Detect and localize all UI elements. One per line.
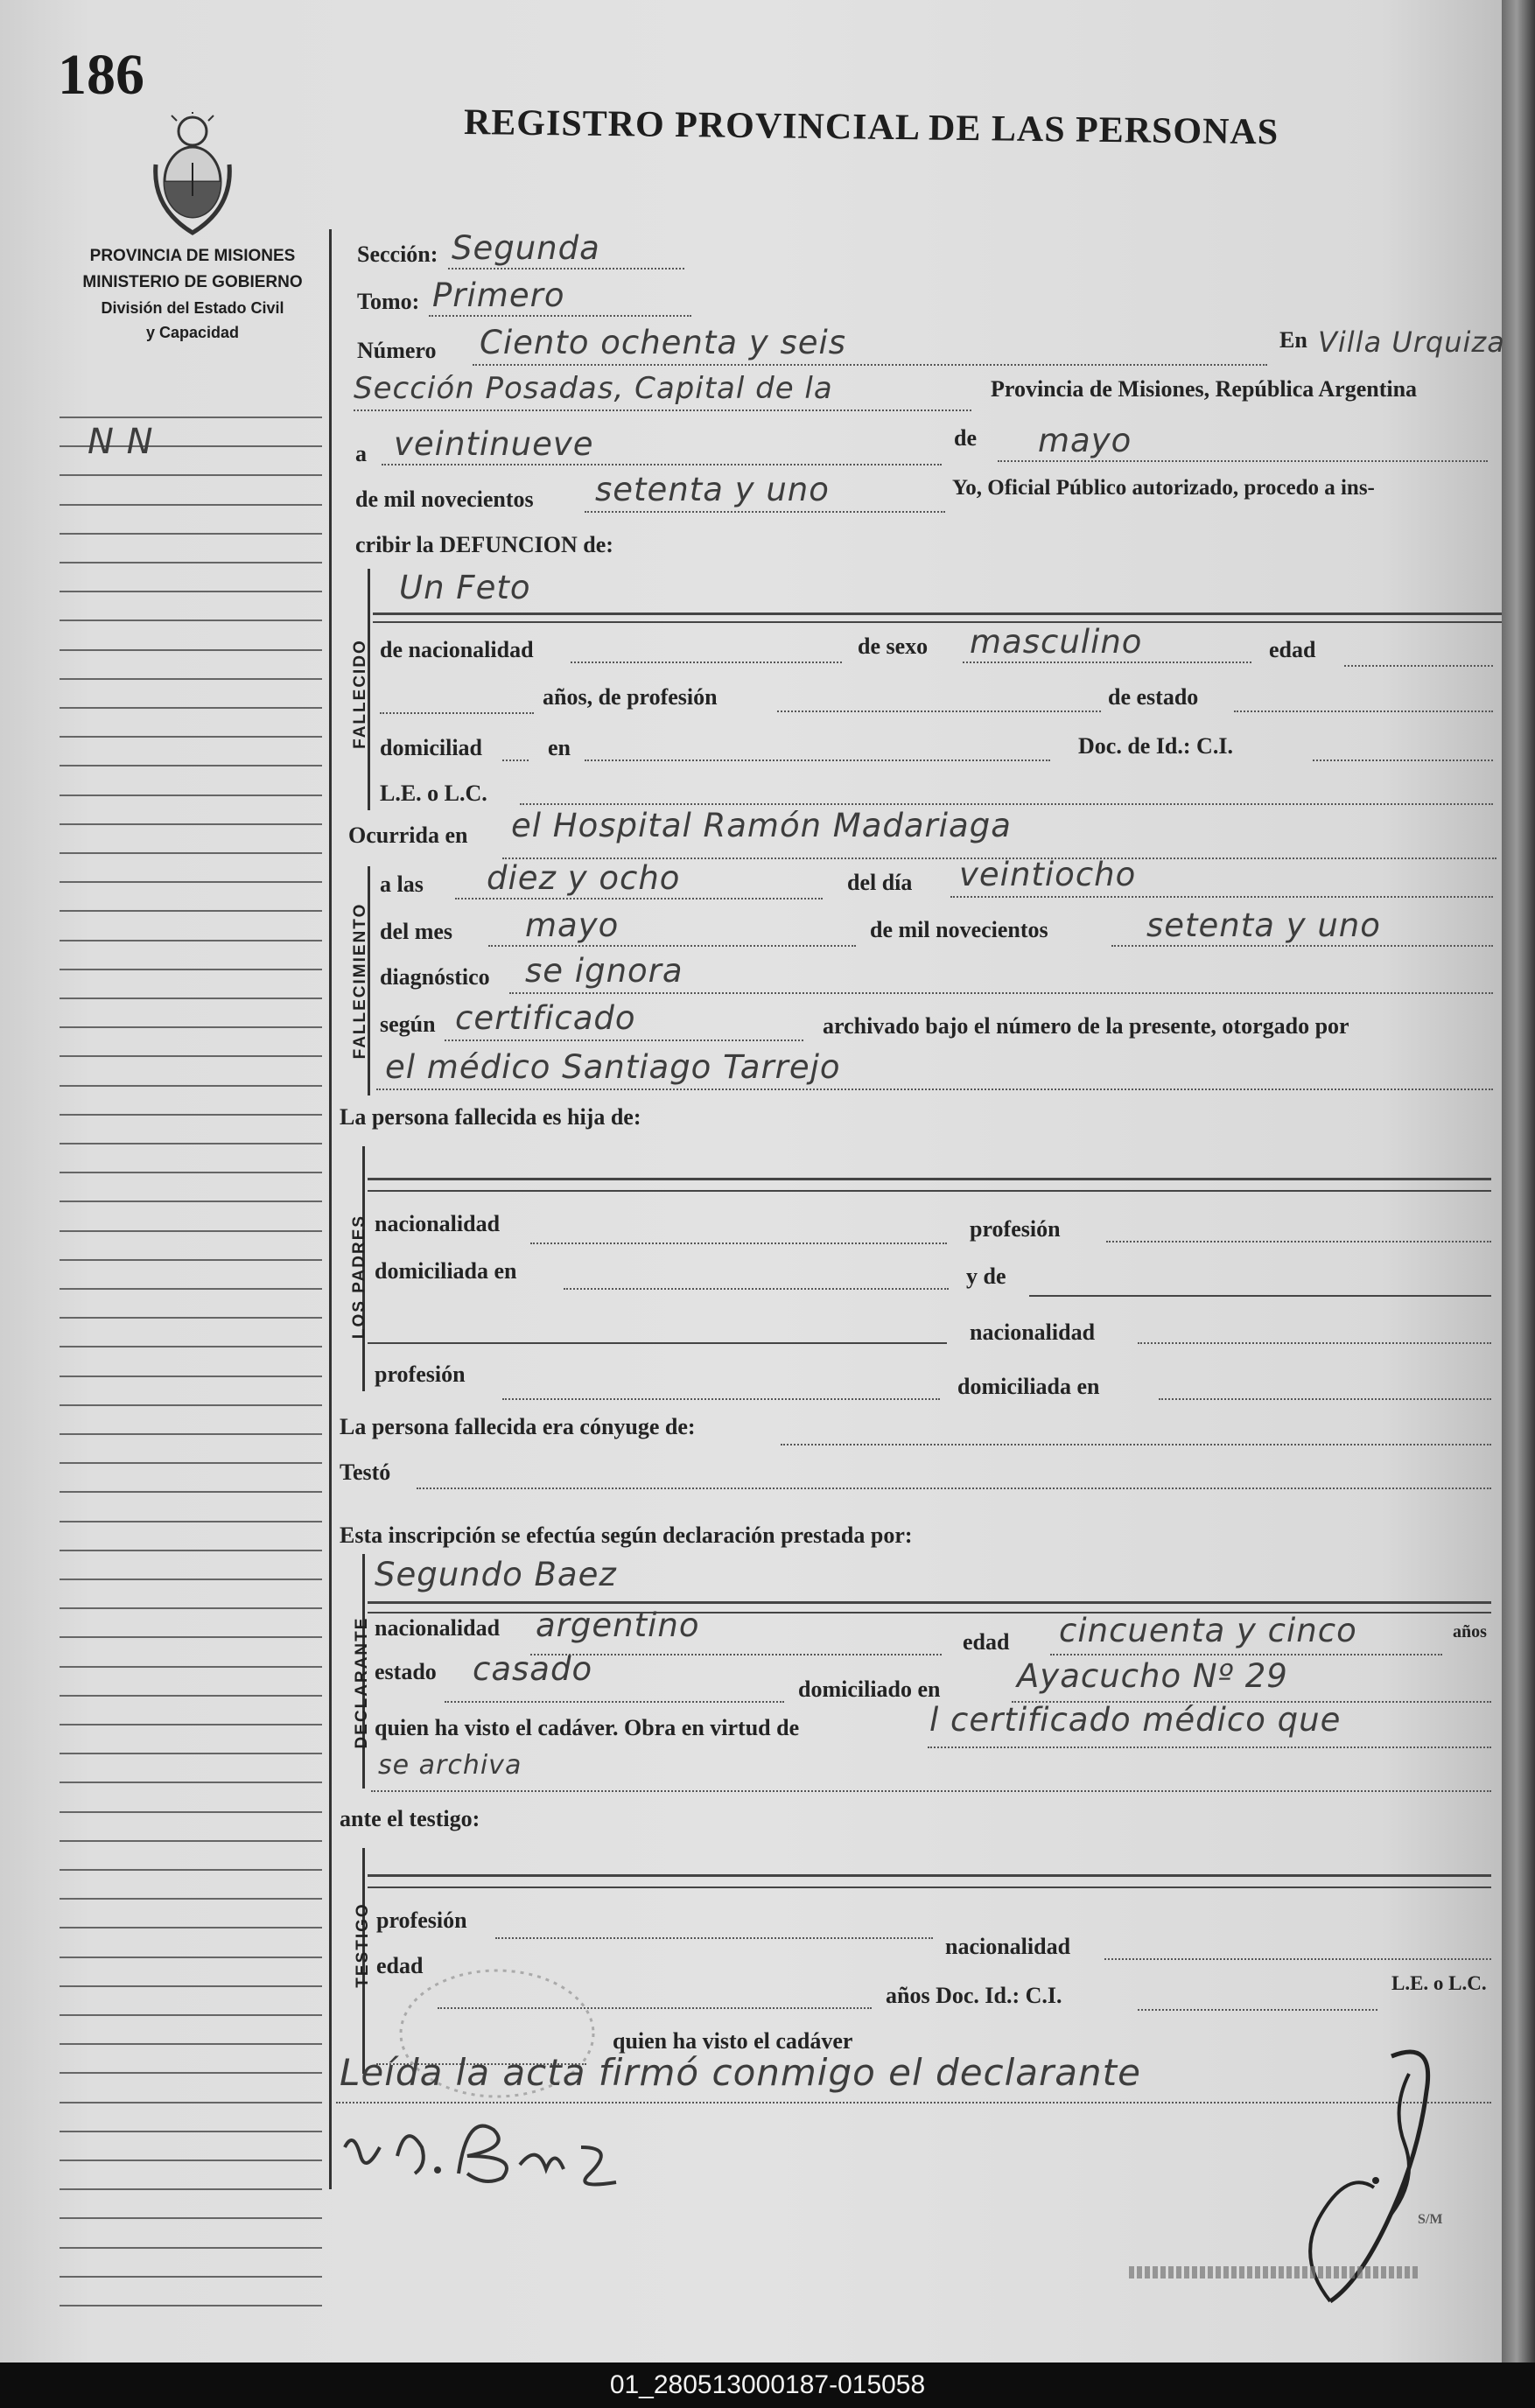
margin-rule-line xyxy=(60,1143,322,1144)
seccion-value: Segunda xyxy=(452,229,600,267)
diagnostico-value: se ignora xyxy=(525,952,683,990)
declarante-edad-value: cincuenta y cinco xyxy=(1059,1612,1357,1649)
declarante-name: Segundo Baez xyxy=(375,1556,617,1593)
margin-rule-line xyxy=(60,1376,322,1377)
mes-value: mayo xyxy=(525,906,620,944)
fallecido-domiciliad-label: domiciliad xyxy=(380,735,483,760)
tomo-label: Tomo: xyxy=(357,289,420,314)
declarante-edad-label: edad xyxy=(963,1629,1010,1655)
tomo-value: Primero xyxy=(432,276,565,314)
medico-value: el médico Santiago Tarrejo xyxy=(385,1048,841,1086)
margin-rule-line xyxy=(60,1607,322,1609)
declarante-signature-icon xyxy=(336,2095,704,2191)
margin-rule-line xyxy=(60,2188,322,2190)
margin-rule-line xyxy=(60,2217,322,2219)
margin-rule-line xyxy=(60,1811,322,1813)
margin-rule-line xyxy=(60,1521,322,1522)
margin-rule-line xyxy=(60,1666,322,1668)
margin-rule-line xyxy=(60,1230,322,1232)
de-label: de xyxy=(954,425,977,451)
inscripcion-text: Esta inscripción se efectúa según declaración prestada por: xyxy=(340,1522,913,1548)
fallecido-edad-label: edad xyxy=(1269,637,1316,662)
testigo-le-label: L.E. o L.C. xyxy=(1391,1972,1487,1994)
margin-rule-line xyxy=(60,707,322,709)
margin-rule-line xyxy=(60,736,322,738)
numero-label: Número xyxy=(357,338,437,363)
margin-rule-line xyxy=(60,1317,322,1319)
fallecido-section-label: FALLECIDO xyxy=(351,639,369,749)
padres-section-label: LOS PADRES xyxy=(350,1214,368,1340)
archivado-text: archivado bajo el número de la presente, otorgado por xyxy=(823,1013,1349,1039)
closing-text: Leída la acta firmó conmigo el declarante xyxy=(340,2051,1141,2094)
en-value: Villa Urquiza xyxy=(1318,326,1505,359)
margin-rule-line xyxy=(60,1869,322,1871)
testigo-edad-label: edad xyxy=(376,1953,424,1978)
margin-rule-line xyxy=(60,1026,322,1028)
form-left-border xyxy=(329,229,332,2189)
margin-rule-line xyxy=(60,998,322,999)
diagnostico-label: diagnóstico xyxy=(380,964,490,990)
padre-domiciliada-label: domiciliada en xyxy=(375,1258,517,1284)
fallecido-le-label: L.E. o L.C. xyxy=(380,780,487,806)
testo-label: Testó xyxy=(340,1460,391,1485)
page-title: REGISTRO PROVINCIAL DE LAS PERSONAS xyxy=(463,102,1279,153)
margin-rule-line xyxy=(60,1055,322,1057)
margin-rule-line xyxy=(60,794,322,796)
margin-rule-line xyxy=(60,562,322,564)
mil-label: de mil novecientos xyxy=(870,917,1048,942)
declarante-estado-value: casado xyxy=(473,1650,593,1688)
margin-rule-line xyxy=(60,533,322,535)
margin-rule-line xyxy=(60,416,322,418)
margin-rule-line xyxy=(60,2276,322,2278)
margin-rule-line xyxy=(60,1578,322,1580)
margin-rule-line xyxy=(60,591,322,592)
seccion-label: Sección: xyxy=(357,242,438,267)
declarante-domiciliado-value: Ayacucho Nº 29 xyxy=(1017,1657,1288,1695)
declarante-nacionalidad-value: argentino xyxy=(536,1606,700,1644)
anio-value: setenta y uno xyxy=(1146,906,1381,944)
segun-label: según xyxy=(380,1012,436,1037)
dia-label: del día xyxy=(847,870,913,895)
margin-rule-line xyxy=(60,1259,322,1261)
stamp-line xyxy=(1129,2266,1418,2278)
fallecido-name: Un Feto xyxy=(399,569,531,606)
book-binding xyxy=(1502,0,1535,2362)
fallecido-estado-label: de estado xyxy=(1108,684,1199,710)
declarante-section-label: DECLARANTE xyxy=(353,1616,371,1749)
margin-rule-line xyxy=(60,1114,322,1116)
office-capacity: y Capacidad xyxy=(145,324,240,341)
margin-rule-line xyxy=(60,1433,322,1435)
margin-rule-line xyxy=(60,765,322,766)
padre-nacionalidad-label: nacionalidad xyxy=(375,1211,501,1236)
margin-rule-line xyxy=(60,1346,322,1348)
margin-rule-line xyxy=(60,1898,322,1900)
fallecido-en-label: en xyxy=(548,735,571,760)
a-label: a xyxy=(355,441,367,466)
coat-of-arms-icon xyxy=(151,112,235,243)
margin-rule-line xyxy=(60,1550,322,1551)
margin-rule-line xyxy=(60,1753,322,1754)
declarante-obra-value2: se archiva xyxy=(378,1750,522,1781)
fallecimiento-section-label: FALLECIMIENTO xyxy=(351,902,369,1060)
hija-label: La persona fallecida es hija de: xyxy=(340,1104,641,1130)
fallecido-nacionalidad-label: de nacionalidad xyxy=(380,637,534,662)
margin-rule-line xyxy=(60,474,322,476)
margin-rule-line xyxy=(60,1085,322,1087)
margin-note: N N xyxy=(88,422,154,462)
margin-rule-line xyxy=(60,1172,322,1173)
ocurrida-label: Ocurrida en xyxy=(348,822,468,848)
place-value: Sección Posadas, Capital de la xyxy=(354,371,833,406)
margin-rule-line xyxy=(60,1462,322,1464)
margin-rule-line xyxy=(60,504,322,506)
month-value: mayo xyxy=(1038,422,1132,459)
a-value: veintinueve xyxy=(394,425,594,463)
declarante-estado-label: estado xyxy=(375,1659,437,1684)
official-signature-icon xyxy=(1278,2039,1496,2328)
office-province: PROVINCIA DE MISIONES xyxy=(89,247,296,265)
y-de-label: y de xyxy=(966,1264,1006,1289)
ante-testigo-label: ante el testigo: xyxy=(340,1806,480,1831)
margin-rule-line xyxy=(60,823,322,825)
fallecido-sexo-label: de sexo xyxy=(858,634,929,659)
margin-rule-line xyxy=(60,2102,322,2104)
madre-domiciliada-label: domiciliada en xyxy=(957,1374,1100,1399)
fallecido-sexo-value: masculino xyxy=(970,623,1143,661)
margin-rule-line xyxy=(60,1724,322,1726)
margin-rule-line xyxy=(60,1404,322,1406)
margin-rule-line xyxy=(60,852,322,854)
year-label: de mil novecientos xyxy=(355,486,534,512)
margin-rule-line xyxy=(60,1840,322,1842)
margin-rule-line xyxy=(60,2131,322,2132)
margin-rule-line xyxy=(60,678,322,680)
en-label: En xyxy=(1279,327,1307,353)
year-value: setenta y uno xyxy=(595,471,830,508)
margin-rule-line xyxy=(60,910,322,912)
office-ministry: MINISTERIO DE GOBIERNO xyxy=(82,273,303,291)
margin-rule-line xyxy=(60,1200,322,1202)
margin-rule-line xyxy=(60,969,322,970)
margin-rule-line xyxy=(60,1288,322,1290)
a-las-label: a las xyxy=(380,872,424,897)
testigo-section-label: TESTIGO xyxy=(354,1902,372,1988)
segun-value: certificado xyxy=(455,999,636,1037)
conyuge-label: La persona fallecida era cónyuge de: xyxy=(340,1414,696,1439)
provincia-text: Provincia de Misiones, República Argentina xyxy=(991,376,1418,402)
margin-rule-line xyxy=(60,881,322,883)
declarante-anios-label: años xyxy=(1453,1622,1487,1642)
declarante-nacionalidad-label: nacionalidad xyxy=(375,1615,501,1641)
margin-rule-line xyxy=(60,2072,322,2074)
testigo-nacionalidad-label: nacionalidad xyxy=(945,1934,1071,1959)
declarante-visto-text: quien ha visto el cadáver. Obra en virtud de xyxy=(375,1715,800,1740)
footer-code: 01_280513000187-015058 xyxy=(609,2370,926,2399)
fallecido-doc-label: Doc. de Id.: C.I. xyxy=(1078,733,1233,759)
margin-rule-line xyxy=(60,2160,322,2161)
margin-rule-line xyxy=(60,620,322,621)
declarante-domiciliado-label: domiciliado en xyxy=(798,1676,941,1702)
initials: S/M xyxy=(1418,2212,1443,2227)
madre-profesion-label: profesión xyxy=(375,1362,466,1387)
margin-rule-line xyxy=(60,2043,322,2045)
margin-rule-line xyxy=(60,1782,322,1783)
padre-profesion-label: profesión xyxy=(970,1216,1061,1242)
margin-rule-line xyxy=(60,940,322,942)
margin-rule-line xyxy=(60,2014,322,2016)
fallecido-anios-label: años, de profesión xyxy=(543,684,718,710)
numero-value: Ciento ochenta y seis xyxy=(480,324,847,361)
margin-rule-line xyxy=(60,1927,322,1928)
margin-rule-line xyxy=(60,1985,322,1987)
hora-value: diez y ocho xyxy=(487,859,681,897)
margin-rule-line xyxy=(60,649,322,651)
margin-rule-line xyxy=(60,1695,322,1697)
testigo-visto-label: quien ha visto el cadáver xyxy=(613,2028,853,2054)
inscribir-text: cribir la DEFUNCION de: xyxy=(355,532,613,557)
office-division: División del Estado Civil xyxy=(101,299,284,317)
margin-rule-line xyxy=(60,1956,322,1958)
oficial-text: Yo, Oficial Público autorizado, procedo a ins- xyxy=(952,476,1375,500)
testigo-profesion-label: profesión xyxy=(376,1908,467,1933)
folio-number: 186 xyxy=(58,43,144,107)
madre-nacionalidad-label: nacionalidad xyxy=(970,1320,1096,1345)
declarante-obra-value: l certificado médico que xyxy=(929,1701,1342,1739)
margin-rule-line xyxy=(60,1636,322,1638)
margin-rule-line xyxy=(60,2305,322,2306)
testigo-anios-label: años Doc. Id.: C.I. xyxy=(886,1983,1062,2008)
mes-label: del mes xyxy=(380,919,453,944)
dia-value: veintiocho xyxy=(959,856,1137,893)
margin-rule-line xyxy=(60,2247,322,2249)
ocurrida-value: el Hospital Ramón Madariaga xyxy=(511,807,1012,844)
margin-rule-line xyxy=(60,1491,322,1493)
